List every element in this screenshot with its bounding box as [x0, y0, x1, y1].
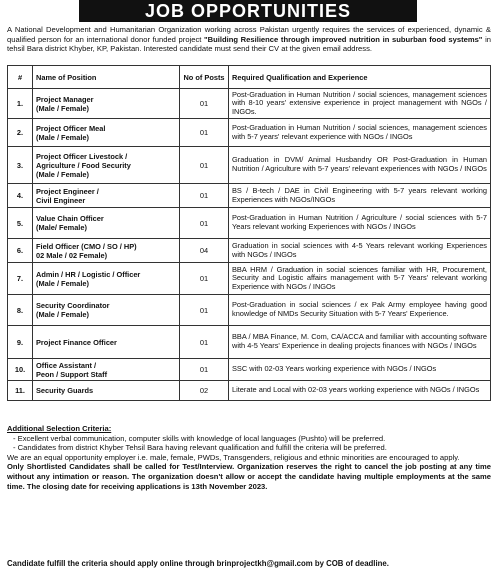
- position-line: (Male / Female): [36, 103, 89, 113]
- posts-count: 01: [180, 359, 229, 381]
- intro-text-2: in tehsil Bara district Khyber, KP, Pakistan. Interested candidate must send their CV at the given email address.: [7, 34, 491, 54]
- position-line: (Male / Female): [36, 278, 89, 288]
- page-title: JOB OPPORTUNITIES: [79, 0, 417, 22]
- position-line: Agriculture / Food Security: [36, 160, 131, 170]
- qualification-text: BBA / MBA Finance, M. Com, CA/ACCA and familiar with accounting software with 4-5 Years' Experience in dealing projects finances with NGOs / INGOs: [229, 326, 491, 359]
- qualification-text: BBA HRM / Graduation in social sciences familiar with HR, Procurement, Security and Logistic affairs management with 5-7 Years' relevant working Experience with NGOs / INGOs: [229, 263, 491, 295]
- criteria-item: - Excellent verbal communication, computer skills with knowledge of local languages (Pushto) will be preferred.: [13, 433, 386, 443]
- position-line: Project Manager: [36, 94, 94, 104]
- email-link[interactable]: brinprojectkh@gmail.com: [216, 559, 313, 568]
- posts-count: 02: [180, 381, 229, 401]
- position-line: Project Officer Meal: [36, 123, 106, 133]
- table-row: [8, 208, 491, 239]
- table-row: [8, 119, 491, 147]
- header-position: Name of Position: [33, 66, 180, 89]
- position-line: 02 Male / 02 Female): [36, 250, 108, 260]
- row-number: 2.: [8, 119, 33, 147]
- positions-table: [7, 65, 491, 401]
- table-row: [8, 184, 491, 208]
- position-name: [33, 381, 180, 401]
- posts-count: 01: [180, 119, 229, 147]
- position-line: Value Chain Officer: [36, 214, 104, 223]
- header-sno: #: [8, 66, 33, 89]
- posts-count: 01: [180, 184, 229, 208]
- position-line: (Male / Female): [36, 169, 89, 179]
- posts-count: 01: [180, 208, 229, 239]
- row-number: 4.: [8, 184, 33, 208]
- position-line: Civil Engineer: [36, 195, 86, 205]
- apply-text: Candidate fulfill the criteria should apply online through: [7, 559, 217, 568]
- position-name: [33, 239, 180, 263]
- position-name: [33, 208, 180, 239]
- position-line: Admin / HR / Logistic / Officer: [36, 269, 141, 279]
- qualification-text: Post-Graduation in Human Nutrition / Agriculture / social sciences with 5-7 Years relevant working Experiences with NGOs / INGOs: [229, 208, 491, 239]
- position-line: Security Coordinator: [36, 301, 110, 310]
- row-number: 6.: [8, 239, 33, 263]
- qualification-text: BS / B-tech / DAE in Civil Engineering with 5-7 years relevant working Experiences with NGOs/INGOs: [229, 184, 491, 208]
- qualification-text: Graduation in social sciences with 4-5 Years relevant working Experiences with NGOs / INGOs: [229, 239, 491, 263]
- position-name: [33, 359, 180, 381]
- position-name: [33, 263, 180, 295]
- table-row: [8, 147, 491, 184]
- table-header-row: [8, 66, 491, 89]
- header-posts: No of Posts: [180, 66, 229, 89]
- position-line: Project Finance Officer: [36, 337, 117, 347]
- position-line: Project Engineer /: [36, 186, 99, 196]
- position-line: Peon / Support Staff: [36, 369, 108, 379]
- position-name: [33, 184, 180, 208]
- position-line: (Male/ Female): [36, 223, 87, 232]
- row-number: 1.: [8, 89, 33, 119]
- posts-count: 01: [180, 263, 229, 295]
- posts-count: 04: [180, 239, 229, 263]
- position-name: [33, 326, 180, 359]
- row-number: 5.: [8, 208, 33, 239]
- qualification-text: SSC with 02-03 Years working experience with NGOs / INGOs: [229, 359, 491, 381]
- row-number: 8.: [8, 295, 33, 326]
- apply-instructions: [7, 559, 491, 568]
- position-line: Project Officer Livestock /: [36, 151, 128, 161]
- intro-text-1: A National Development and Humanitarian Organization working across Pakistan urgently requires the services of experienced, dynamic & qualified person for an international donor funded project: [7, 25, 491, 44]
- row-number: 9.: [8, 326, 33, 359]
- position-name: [33, 295, 180, 326]
- qualification-text: Post-Graduation in Human Nutrition / social sciences, management sciences with 5-7 years' relevant experience with NGOs / INGOs: [229, 119, 491, 147]
- selection-heading: Additional Selection Criteria:: [7, 424, 112, 433]
- table-row: [8, 263, 491, 295]
- position-name: [33, 147, 180, 184]
- qualification-text: Literate and Local with 02-03 years working experience with NGOs / INGOs: [229, 381, 491, 401]
- apply-deadline-text: by COB of deadline.: [312, 559, 389, 568]
- table-row: [8, 89, 491, 119]
- position-line: (Male / Female): [36, 310, 89, 319]
- posts-count: 01: [180, 295, 229, 326]
- project-name: "Building Resilience through improved nutrition in suburban food systems": [204, 34, 483, 44]
- row-number: 10.: [8, 359, 33, 381]
- intro-paragraph: [7, 25, 491, 54]
- row-number: 3.: [8, 147, 33, 184]
- criteria-item: - Candidates from district Khyber Tehsil Bara having relevant qualification and fulfill the criteria will be preferred.: [13, 443, 387, 453]
- position-name: [33, 89, 180, 119]
- position-name: [33, 119, 180, 147]
- position-line: Office Assistant /: [36, 360, 97, 370]
- table-row: [8, 295, 491, 326]
- table-row: [8, 326, 491, 359]
- row-number: 7.: [8, 263, 33, 295]
- position-line: Field Officer (CMO / SO / HP): [36, 241, 137, 251]
- row-number: 11.: [8, 381, 33, 401]
- table-row: [8, 359, 491, 381]
- position-line: Security Guards: [36, 386, 94, 395]
- qualification-text: Graduation in DVM/ Animal Husbandry OR Post-Graduation in Human Nutrition / Agriculture with 5-7 years' relevant experiences with NGOs / INGOs: [229, 147, 491, 184]
- header-qualification: Required Qualification and Experience: [229, 66, 491, 89]
- table-row: [8, 239, 491, 263]
- table-row: [8, 381, 491, 401]
- selection-criteria: [7, 424, 491, 491]
- position-line: (Male / Female): [36, 132, 89, 142]
- posts-count: 01: [180, 326, 229, 359]
- qualification-text: Post-Graduation in social sciences / ex Pak Army employee having good knowledge of NMDs Security Situation with 5-7 Years' Experience.: [229, 295, 491, 326]
- posts-count: 01: [180, 89, 229, 119]
- equal-opportunity-note: We are an equal opportunity employer i.e. male, female, PWDs, Transgenders, religious and ethnic minorities are encouraged to apply.: [7, 452, 460, 462]
- shortlist-note: Only Shortlisted Candidates shall be called for Test/Interview. Organization reserves the right to cancel the job posting at any time without any intimation or reason. The organization doesn't allow or accept the candidate having multiple employments at the same time. The closing date for receiving applications is 13th November 2023.: [7, 462, 491, 491]
- posts-count: 01: [180, 147, 229, 184]
- qualification-text: Post-Graduation in Human Nutrition / social sciences, management sciences with 8-10 years' extensive experience in project management with NGOs / INGOs.: [229, 89, 491, 119]
